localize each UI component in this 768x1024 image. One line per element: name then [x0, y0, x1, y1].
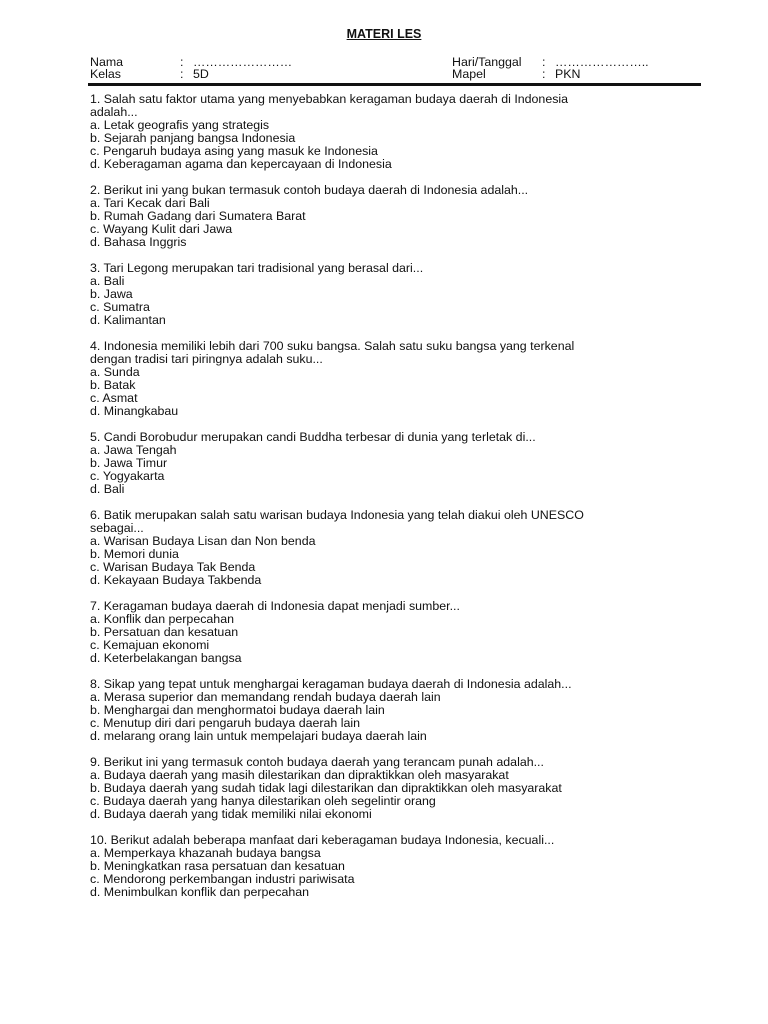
answer-option: b. Sejarah panjang bangsa Indonesia: [90, 131, 296, 145]
question-text: 1. Salah satu faktor utama yang menyebabkan keragaman budaya daerah di Indonesia: [90, 92, 569, 106]
question-text: 9. Berikut ini yang termasuk contoh budaya daerah yang terancam punah adalah...: [90, 755, 544, 769]
answer-option: d. Keberagaman agama dan kepercayaan di Indonesia: [90, 157, 392, 171]
answer-option: d. Bali: [90, 482, 125, 496]
question-list: [90, 93, 650, 912]
answer-option: a. Merasa superior dan memandang rendah budaya daerah lain: [90, 690, 441, 704]
answer-option: c. Pengaruh budaya asing yang masuk ke Indonesia: [90, 144, 378, 158]
question-1: [90, 93, 650, 171]
nama-value: ……………………: [193, 55, 293, 69]
mapel-separator: :: [542, 67, 546, 81]
answer-option: a. Bali: [90, 274, 125, 288]
answer-option: d. melarang orang lain untuk mempelajari budaya daerah lain: [90, 729, 427, 743]
answer-option: b. Budaya daerah yang sudah tidak lagi dilestarikan dan dipraktikkan oleh masyarakat: [90, 781, 562, 795]
kelas-label: Kelas: [90, 67, 121, 81]
answer-option: b. Menghargai dan menghormatoi budaya daerah lain: [90, 703, 385, 717]
question-8: [90, 678, 650, 743]
answer-option: a. Warisan Budaya Lisan dan Non benda: [90, 534, 316, 548]
answer-option: c. Sumatra: [90, 300, 150, 314]
answer-option: c. Mendorong perkembangan industri pariwisata: [90, 872, 355, 886]
kelas-value: 5D: [193, 67, 209, 81]
question-text: 3. Tari Legong merupakan tari tradisional yang berasal dari...: [90, 261, 424, 275]
question-text: 2. Berikut ini yang bukan termasuk contoh budaya daerah di Indonesia adalah...: [90, 183, 529, 197]
answer-option: a. Tari Kecak dari Bali: [90, 196, 210, 210]
mapel-value: PKN: [555, 67, 581, 81]
answer-option: c. Warisan Budaya Tak Benda: [90, 560, 256, 574]
answer-option: c. Wayang Kulit dari Jawa: [90, 222, 233, 236]
answer-option: a. Sunda: [90, 365, 140, 379]
answer-option: a. Jawa Tengah: [90, 443, 177, 457]
question-4: [90, 340, 650, 418]
answer-option: a. Budaya daerah yang masih dilestarikan dan dipraktikkan oleh masyarakat: [90, 768, 509, 782]
question-3: [90, 262, 650, 327]
answer-option: b. Rumah Gadang dari Sumatera Barat: [90, 209, 306, 223]
page-title: MATERI LES: [346, 27, 422, 41]
hari-tanggal-value: …………………..: [555, 55, 649, 69]
answer-option: d. Kekayaan Budaya Takbenda: [90, 573, 262, 587]
question-2: [90, 184, 650, 249]
kelas-separator: :: [180, 67, 184, 81]
question-10: [90, 834, 650, 899]
answer-option: c. Menutup diri dari pengaruh budaya daerah lain: [90, 716, 361, 730]
question-text: sebagai...: [90, 521, 144, 535]
question-text: 6. Batik merupakan salah satu warisan budaya Indonesia yang telah diakui oleh UNESCO: [90, 508, 584, 522]
nama-label: Nama: [90, 55, 124, 69]
nama-separator: :: [180, 55, 184, 69]
question-text: 8. Sikap yang tepat untuk menghargai keragaman budaya daerah di Indonesia adalah...: [90, 677, 572, 691]
answer-option: c. Asmat: [90, 391, 138, 405]
answer-option: b. Persatuan dan kesatuan: [90, 625, 239, 639]
answer-option: b. Batak: [90, 378, 136, 392]
answer-option: c. Yogyakarta: [90, 469, 165, 483]
answer-option: d. Minangkabau: [90, 404, 179, 418]
answer-option: d. Kalimantan: [90, 313, 166, 327]
answer-option: d. Keterbelakangan bangsa: [90, 651, 242, 665]
answer-option: c. Budaya daerah yang hanya dilestarikan oleh segelintir orang: [90, 794, 436, 808]
hari-tanggal-label: Hari/Tanggal: [452, 55, 522, 69]
answer-option: d. Budaya daerah yang tidak memiliki nilai ekonomi: [90, 807, 372, 821]
question-7: [90, 600, 650, 665]
question-text: 10. Berikut adalah beberapa manfaat dari keberagaman budaya Indonesia, kecuali...: [90, 833, 555, 847]
question-text: 5. Candi Borobudur merupakan candi Buddha terbesar di dunia yang terletak di...: [90, 430, 536, 444]
answer-option: c. Kemajuan ekonomi: [90, 638, 210, 652]
answer-option: a. Konflik dan perpecahan: [90, 612, 234, 626]
question-text: 4. Indonesia memiliki lebih dari 700 suku bangsa. Salah satu suku bangsa yang terkenal: [90, 339, 575, 353]
answer-option: b. Memori dunia: [90, 547, 179, 561]
answer-option: d. Menimbulkan konflik dan perpecahan: [90, 885, 310, 899]
question-5: [90, 431, 650, 496]
question-text: adalah...: [90, 105, 138, 119]
answer-option: b. Meningkatkan rasa persatuan dan kesatuan: [90, 859, 345, 873]
hari-tanggal-separator: :: [542, 55, 546, 69]
header-divider: [88, 83, 701, 86]
answer-option: d. Bahasa Inggris: [90, 235, 187, 249]
mapel-label: Mapel: [452, 67, 486, 81]
question-6: [90, 509, 650, 587]
answer-option: a. Memperkaya khazanah budaya bangsa: [90, 846, 321, 860]
answer-option: b. Jawa Timur: [90, 456, 168, 470]
answer-option: a. Letak geografis yang strategis: [90, 118, 270, 132]
question-text: dengan tradisi tari piringnya adalah suku...: [90, 352, 323, 366]
answer-option: b. Jawa: [90, 287, 133, 301]
question-text: 7. Keragaman budaya daerah di Indonesia dapat menjadi sumber...: [90, 599, 460, 613]
question-9: [90, 756, 650, 821]
